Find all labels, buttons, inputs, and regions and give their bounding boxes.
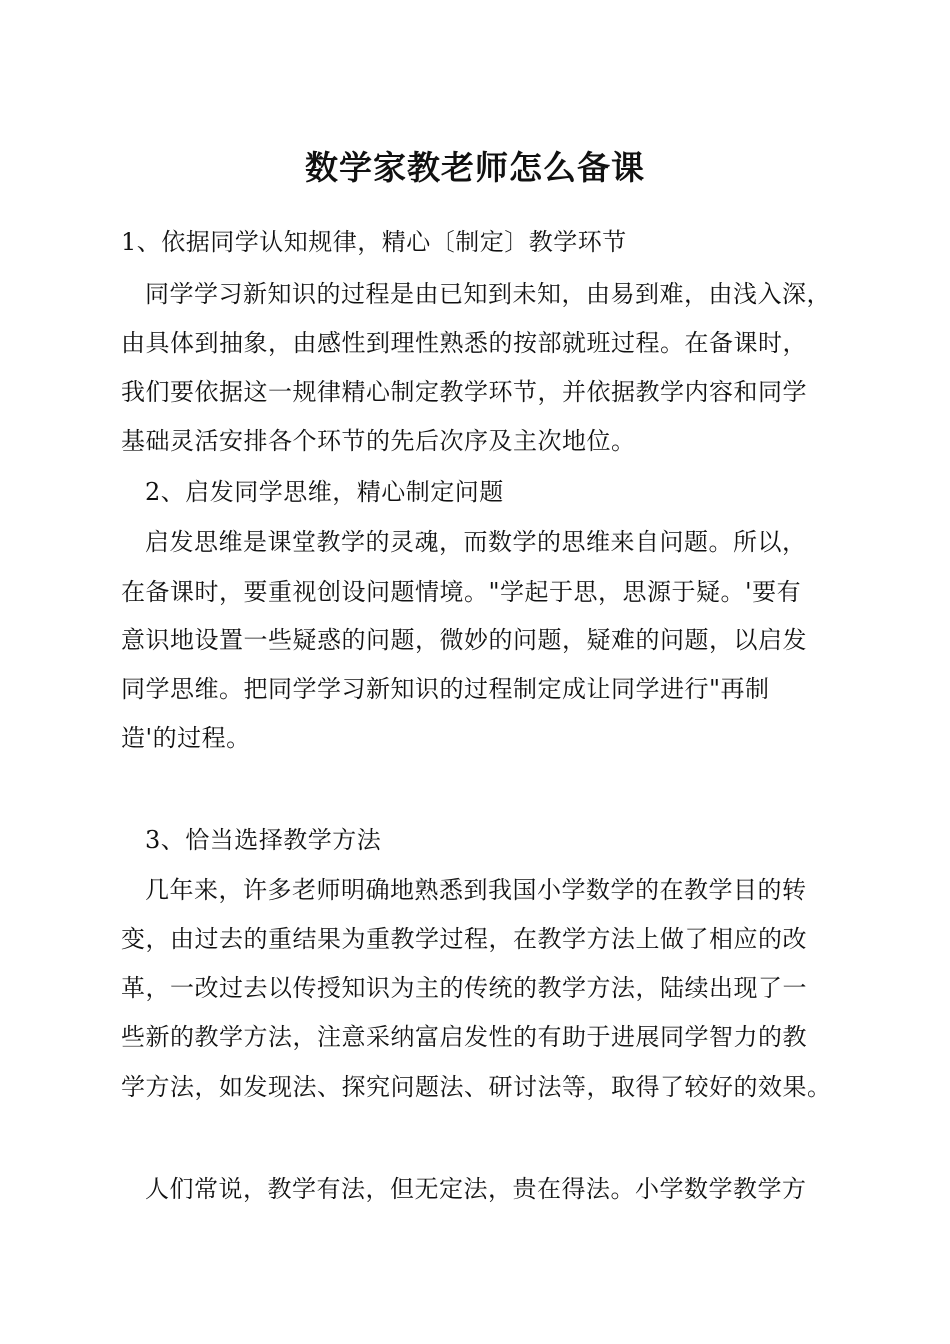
paragraph-line: 基础灵活安排各个环节的先后次序及主次地位。 [121,427,636,455]
paragraph-line: 在备课时，要重视创设问题情境。"学起于思，思源于疑。'要有 [121,578,802,606]
paragraph-line: 些新的教学方法，注意采纳富启发性的有助于进展同学智力的教 [121,1023,807,1051]
paragraph-line: 我们要依据这一规律精心制定教学环节，并依据教学内容和同学 [121,378,807,406]
document-title: 数学家教老师怎么备课 [305,148,645,187]
paragraph-line: 革，一改过去以传授知识为主的传统的教学方法，陆续出现了一 [121,974,807,1002]
section-heading-2: 2、启发同学思维，精心制定问题 [145,478,504,506]
paragraph-line: 造'的过程。 [121,724,251,752]
paragraph-line: 同学思维。把同学学习新知识的过程制定成让同学进行"再制 [121,675,770,703]
paragraph-line: 意识地设置一些疑惑的问题，微妙的问题，疑难的问题，以启发 [121,626,807,654]
paragraph-line: 变，由过去的重结果为重教学过程，在教学方法上做了相应的改 [121,925,807,953]
paragraph-line: 启发思维是课堂教学的灵魂，而数学的思维来自问题。所以， [145,528,807,556]
paragraph-line: 学方法，如发现法、探究问题法、研讨法等，取得了较好的效果。 [121,1073,832,1101]
section-heading-3: 3、恰当选择教学方法 [145,826,382,854]
paragraph-line: 人们常说，教学有法，但无定法，贵在得法。小学数学教学方 [145,1175,807,1203]
section-heading-1: 1、依据同学认知规律，精心〔制定〕教学环节 [121,228,627,256]
paragraph-line: 几年来，许多老师明确地熟悉到我国小学数学的在教学目的转 [145,876,807,904]
paragraph-line: 同学学习新知识的过程是由已知到未知，由易到难，由浅入深， [145,280,831,308]
paragraph-line: 由具体到抽象，由感性到理性熟悉的按部就班过程。在备课时， [121,329,807,357]
